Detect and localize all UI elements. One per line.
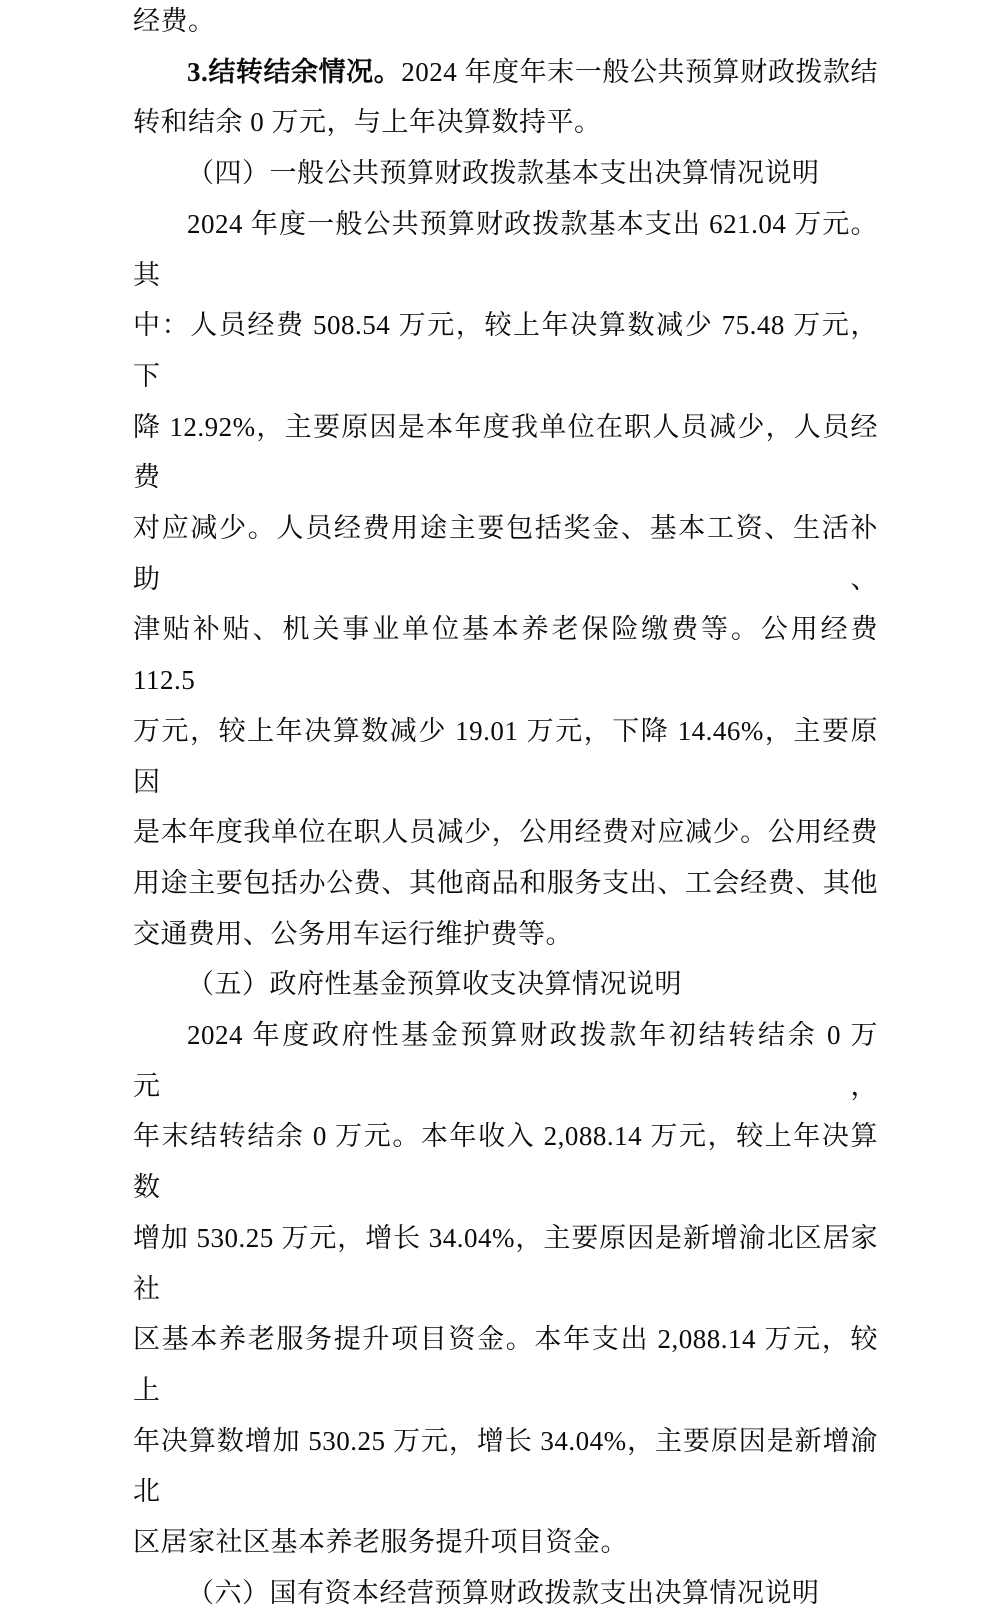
body-line: 转和结余 0 万元，与上年决算数持平。: [133, 107, 602, 138]
subheading-carryover-line: [133, 47, 878, 98]
body-line: 用途主要包括办公费、其他商品和服务支出、工会经费、其他: [133, 867, 878, 898]
body-line: 对应减少。人员经费用途主要包括奖金、基本工资、生活补助、: [133, 513, 878, 594]
body-line: 年末结转结余 0 万元。本年收入 2,088.14 万元，较上年决算数: [133, 1121, 878, 1203]
subheading-bold-label: 3.结转结余情况。: [187, 56, 402, 87]
body-line: 经费。: [133, 6, 216, 36]
body-line: 降 12.92%，主要原因是本年度我单位在职人员减少，人员经费: [133, 411, 878, 493]
document-text-block: [133, 0, 878, 1619]
body-line: 万元，较上年决算数减少 19.01 万元，下降 14.46%，主要原因: [133, 715, 878, 797]
body-line: 区居家社区基本养老服务提升项目资金。: [133, 1527, 628, 1558]
body-line: 是本年度我单位在职人员减少，公用经费对应减少。公用经费: [133, 817, 878, 848]
body-line: 2024 年度政府性基金预算财政拨款年初结转结余 0 万元，: [133, 1020, 878, 1101]
body-line: 津贴补贴、机关事业单位基本养老保险缴费等。公用经费 112.5: [133, 614, 878, 696]
body-line: 区基本养老服务提升项目资金。本年支出 2,088.14 万元，较上: [133, 1324, 878, 1405]
body-line: 2024 年度一般公共预算财政拨款基本支出 621.04 万元。其: [133, 208, 878, 290]
body-line: 年决算数增加 530.25 万元，增长 34.04%，主要原因是新增渝北: [133, 1425, 878, 1507]
section-heading-four: （四）一般公共预算财政拨款基本支出决算情况说明: [187, 158, 820, 189]
section-heading-six: （六）国有资本经营预算财政拨款支出决算情况说明: [187, 1577, 820, 1608]
section-heading-five: （五）政府性基金预算收支决算情况说明: [187, 969, 682, 1000]
body-line: 交通费用、公务用车运行维护费等。: [133, 918, 573, 949]
body-text: 2024 年度年末一般公共预算财政拨款结: [401, 56, 879, 87]
body-line: 中：人员经费 508.54 万元，较上年决算数减少 75.48 万元，下: [133, 310, 878, 391]
body-line: 增加 530.25 万元，增长 34.04%，主要原因是新增渝北区居家社: [133, 1222, 878, 1304]
